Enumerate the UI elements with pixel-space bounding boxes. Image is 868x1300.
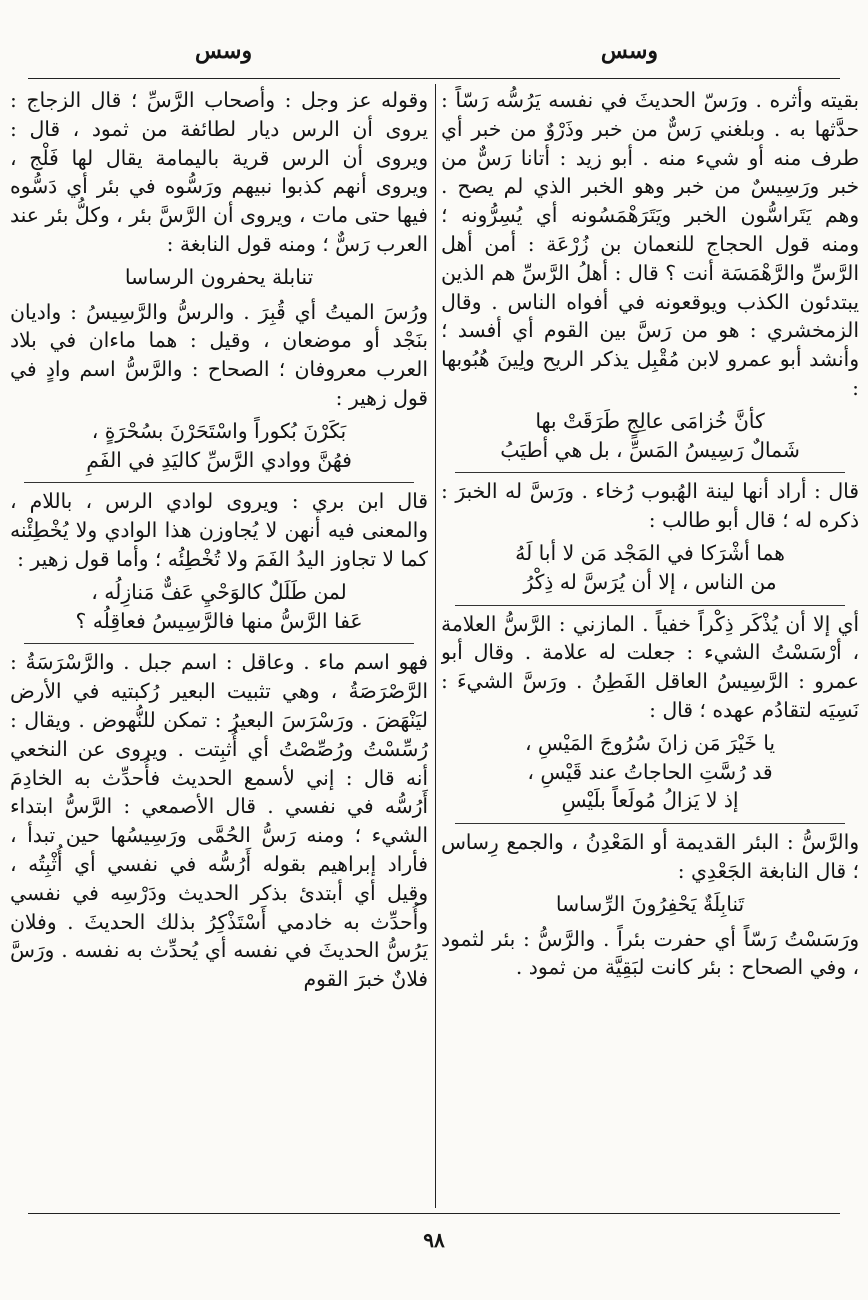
section-rule [455,823,845,824]
column-divider [435,84,436,1208]
verse-line: بَكَرْنَ بُكوراً واسْتَحَرْنَ بسُحْرَةٍ ، [91,418,347,443]
verse-line: شَمالٌ رَسِيسُ المَسِّ ، بل هي أطيَبُ [500,437,800,462]
section-rule [455,472,845,473]
verse-line: تنابلة يحفرون الرساسا [124,264,314,289]
left-verse-2 [10,413,428,481]
verse-line: قد رُسَّتِ الحاجاتُ عند قَيْسِ ، [527,759,773,784]
left-paragraph-3: قال ابن بري : ويروى لوادي الرس ، باللام ، والمعنى فيه أنهن لا يُجاوزن هذا الوادي ولا يُخْطِئْنه كما لا تجاوز اليدُ الفَمَ ولا تُخْطِئُه ؛ وأما قول زهير : [10,489,428,571]
left-column [10,86,428,1210]
section-rule [24,482,414,483]
header-rule [28,78,840,79]
section-rule [24,643,414,644]
right-verse-2 [441,535,859,603]
footer-rule [28,1213,840,1214]
verse-line: إذ لا يَزالُ مُولَعاً بلَيْسِ [561,788,739,813]
left-paragraph-1: وقوله عز وجل : وأصحاب الرَّسِّ ؛ قال الزجاج : يروى أن الرس ديار لطائفة من ثمود ، قال : ويروى أن الرس قرية باليمامة يقال لها فَلْج ، ويروى أنهم كذبوا نبيهم ورَسُّوه في بئر أي دَسُّوه فيها حتى مات ، ويروى أن الرَّسَّ بئر ، وكلُّ بئر عند العرب رَسٌّ ؛ ومنه قول النابغة : [10,88,428,256]
right-paragraph-3: أي إلا أن يُذْكَر ذِكْراً خفياً . المازني : الرَّسُّ العلامة ، أرْسَسْتُ الشيء : جعلت له علامة . وقال أبو عمرو : الرَّسِيسُ العاقل الفَطِنُ . ورَسَّ الشيءَ : نَسِيَه لتقادُم عهده ؛ قال : [441,611,859,722]
right-running-header: وسس [600,38,658,64]
right-paragraph-5: ورَسَسْتُ رَسّاً أي حفرت بئراً . والرَّسُّ : بئر لثمود ، وفي الصحاح : بئر كانت لبَقِيَّة من ثمود . [441,926,859,980]
verse-line: عَفا الرَّسُّ منها فالرَّسِيسُ فعاقِلُه ؟ [75,608,363,633]
verse-line: تَنابِلَةٌ يَحْفِرُونَ الرِّساسا [555,891,745,916]
right-verse-1 [441,403,859,471]
page-number: ٩٨ [423,1228,445,1252]
verse-line: لمن طَلَلٌ كالوَحْيِ عَفٌّ مَنازِلُه ، [91,579,347,604]
left-verse-3 [10,574,428,642]
verse-line: يا خَيْرَ مَن زانَ سُرُوجَ المَيْسِ ، [524,730,776,755]
left-paragraph-4: فهو اسم ماء . وعاقل : اسم جبل . والرَّسْرَسَةُ : الرَّصْرَصَةُ ، وهي تثبيت البعير رُكبتيه في الأرض ليَنْهَضَ . ورَسْرَسَ البعيرُ : تمكن للنُّهوض . ويقال : رُسِّسْتُ ورُصِّصْتُ أي أُثبِتت . ويروى عن النخعي أنه قال : إني لأسمع الحديث فأُحدِّث به الخادِمَ أَرُسُّه في نفسي . قال الأصمعي : الرَّسُّ ابتداء الشيء ؛ ومنه رَسُّ الحُمَّى ورَسِيسُها حين تبدأ ، فأراد إبراهيم بقوله أَرُسُّه في نفسي أي أُثْبِتُه ، وقيل أي أبتدئ بذكر الحديث ودَرْسِه في نفسي وأُحدِّث به خادمي أَسْتَذْكِرُ بذلك الحديثَ . وفلان يَرُسُّ الحديثَ في نفسه أي يُحدِّث به نفسه . ورَسَّ فلانٌ خبرَ القوم [10,650,428,992]
right-paragraph-1: بقيته وأثره . ورَسّ الحديثَ في نفسه يَرُسُّه رَسّاً : حدَّثها به . وبلغني رَسٌّ من خبر وذَرْوٌ من خبر أي طرف منه أو شيء منه . أبو زيد : أتانا رَسٌّ من خبر ورَسِيسٌ من خبر وهو الخبر الذي لم يصح . وهم يَتَراسُّون الخبر ويَتَرَهْمَسُونه أي يُسِرُّونه ؛ ومنه قول الحجاج للنعمان بن زُرْعَة : أمن أهل الرَّسِّ والرَّهْمَسَة أنت ؟ قال : أهلُ الرَّسِّ هم الذين يبتدئون الكذب ويوقعونه في أفواه الناس . وقال الزمخشري : هو من رَسَّ بين القوم أي أفسد ؛ وأنشد أبو عمرو لابن مُقْبِل يذكر الريح ولِينَ هُبُوبها : [441,88,859,400]
section-rule [455,605,845,606]
right-verse-4 [441,886,859,925]
left-paragraph-2: ورُسَ الميتُ أي قُبِرَ . والرسُّ والرَّسِيسُ : واديان بنَجْد أو موضعان ، وقيل : هما ماءان في بلاد العرب معروفان ؛ الصحاح : والرَّسُّ اسم وادٍ في قول زهير : [10,299,428,410]
left-running-header: وسس [195,38,253,64]
right-column [441,86,859,1210]
verse-line: كأنَّ خُزامَى عالِجٍ طَرَقَتْ بها [535,408,765,433]
verse-line: من الناس ، إلا أن يُرَسَّ له ذِكْرُ [523,569,777,594]
verse-line: هما أشْرَكا في المَجْد مَن لا أبا لَهُ [515,540,785,565]
right-paragraph-4: والرَّسُّ : البئر القديمة أو المَعْدِنُ ، والجمع رِساس ؛ قال النابغة الجَعْدِي : [441,830,859,883]
left-verse-1 [10,259,428,298]
verse-line: فهُنَّ ووادي الرَّسِّ كاليَدِ في الفَمِ [86,447,352,472]
right-paragraph-2: قال : أراد أنها لينة الهُبوب رُخاء . ورَسَّ له الخبرَ : ذكره له ؛ قال أبو طالب : [441,479,859,533]
right-verse-3 [441,725,859,821]
